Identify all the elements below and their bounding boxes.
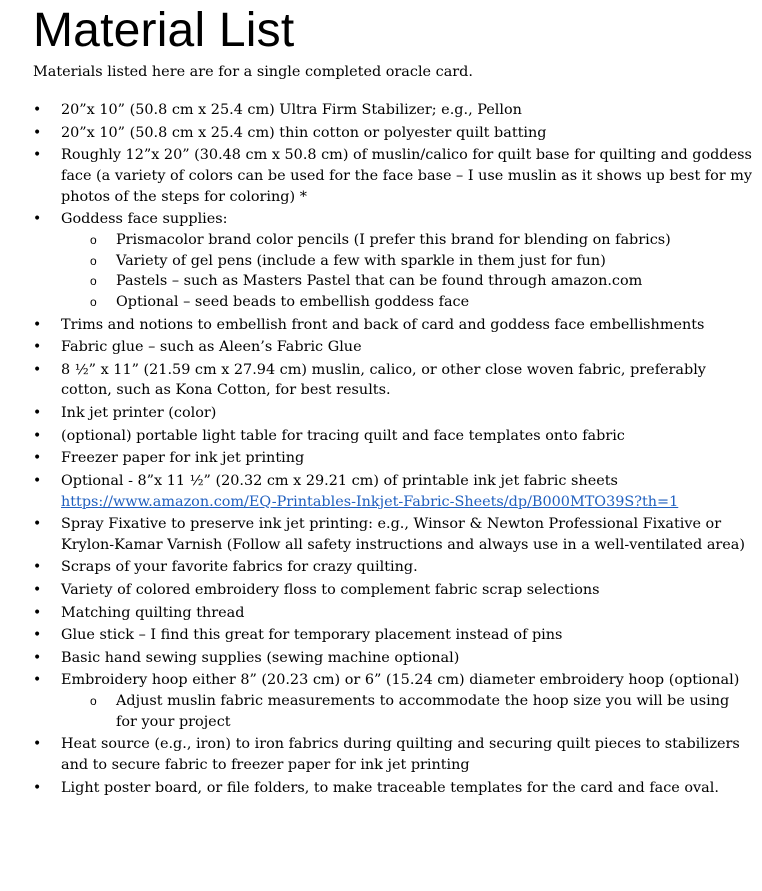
product-link[interactable]: https://www.amazon.com/EQ-Printables-Inkjet-Fabric-Sheets/dp/B000MTO39S?th=1: [61, 493, 679, 510]
list-item-text: Heat source (e.g., iron) to iron fabrics during quilting and securing quilt pieces to stabilizers and to secure fabric to freezer paper for ink jet printing: [61, 736, 740, 774]
list-item: [33, 145, 754, 207]
list-item-text: Matching quilting thread: [61, 604, 245, 621]
material-list: [33, 100, 754, 798]
list-item-text: 8 ½” x 11” (21.59 cm x 27.94 cm) muslin, calico, or other close woven fabric, preferably cotton, such as Kona Cotton, for best results.: [61, 361, 706, 399]
list-item: [33, 100, 754, 121]
list-item: [33, 360, 754, 401]
list-item: [33, 734, 754, 775]
list-item-text: Goddess face supplies:: [61, 211, 228, 228]
list-item: [33, 557, 754, 578]
list-item: [33, 403, 754, 424]
list-item: [33, 648, 754, 669]
list-item-text: Freezer paper for ink jet printing: [61, 450, 305, 467]
list-item: [33, 315, 754, 336]
list-item: [33, 670, 754, 732]
list-item-text: Roughly 12”x 20” (30.48 cm x 50.8 cm) of muslin/calico for quilt base for quilting and goddess face (a variety of colors can be used for the face base – I use muslin as it shows up best for my photos of the steps for coloring) *: [61, 147, 753, 205]
list-item-text: Variety of colored embroidery floss to complement fabric scrap selections: [61, 582, 600, 599]
list-item-text: Optional - 8”x 11 ½” (20.32 cm x 29.21 cm) of printable ink jet fabric sheets: [61, 472, 618, 489]
list-item: [33, 209, 754, 313]
list-item: [33, 514, 754, 555]
list-item-text: Fabric glue – such as Aleen’s Fabric Glue: [61, 339, 362, 356]
list-item-text: Spray Fixative to preserve ink jet printing: e.g., Winsor & Newton Professional Fixative or Krylon-Kamar Varnish (Follow all safety instructions and always use in a well-ventilated area): [61, 516, 745, 553]
list-item-text: Ink jet printer (color): [61, 405, 217, 422]
list-item-text: Trims and notions to embellish front and back of card and goddess face embellishments: [61, 316, 705, 333]
list-item: [33, 426, 754, 447]
list-item: [33, 337, 754, 358]
list-item: [33, 603, 754, 624]
list-item-text: (optional) portable light table for tracing quilt and face templates onto fabric: [61, 427, 625, 444]
sub-list: [61, 230, 754, 313]
sub-list-item: o Variety of gel pens (include a few with sparkle in them just for fun): [61, 251, 754, 272]
list-item: [33, 580, 754, 601]
sub-list-item: o Adjust muslin fabric measurements to accommodate the hoop size you will be using for your project: [61, 691, 754, 732]
list-item: [33, 625, 754, 646]
list-item: [33, 448, 754, 469]
list-item-text: 20”x 10” (50.8 cm x 25.4 cm) Ultra Firm Stabilizer; e.g., Pellon: [61, 102, 522, 118]
list-item-text: Basic hand sewing supplies (sewing machine optional): [61, 649, 460, 666]
intro-text: Materials listed here are for a single completed oracle card.: [33, 64, 473, 80]
list-item-text: 20”x 10” (50.8 cm x 25.4 cm) thin cotton or polyester quilt batting: [61, 124, 547, 141]
list-item-text: Glue stick – I find this great for temporary placement instead of pins: [61, 627, 563, 644]
sub-list: [61, 691, 754, 732]
list-item-text: Light poster board, or file folders, to make traceable templates for the card and face oval.: [61, 779, 719, 796]
page-title: Material List: [33, 4, 295, 57]
list-item: [33, 471, 754, 512]
sub-list-item: o Prismacolor brand color pencils (I prefer this brand for blending on fabrics): [61, 230, 754, 251]
list-item-text: Embroidery hoop either 8” (20.23 cm) or 6” (15.24 cm) diameter embroidery hoop (optional): [61, 672, 740, 689]
list-item: [33, 778, 754, 799]
sub-list-item: o Pastels – such as Masters Pastel that can be found through amazon.com: [61, 271, 754, 292]
list-item-text: Scraps of your favorite fabrics for crazy quilting.: [61, 559, 418, 576]
list-item: [33, 123, 754, 144]
sub-list-item: o Optional – seed beads to embellish goddess face: [61, 292, 754, 313]
